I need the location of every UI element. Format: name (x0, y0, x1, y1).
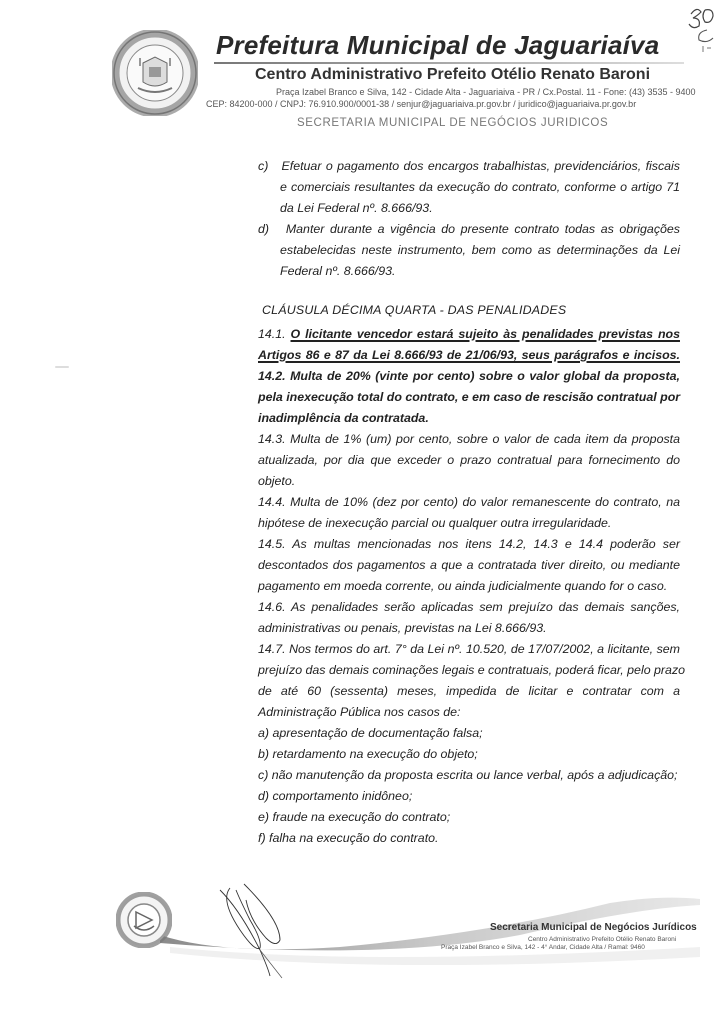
case-item: b) retardamento na execução do objeto; (258, 747, 478, 761)
case-item: e) fraude na execução do contrato; (258, 810, 451, 824)
item-14-5-line: 14.5. As multas mencionadas nos itens 14.2, 14.3 e 14.4 poderão ser (258, 537, 680, 551)
obligation-line: estabelecidas neste instrumento, bem como as determinações da Lei (280, 243, 680, 257)
scan-mark (55, 366, 69, 368)
address-line: Praça Izabel Branco e Silva, 142 - Cidade Alta - Jaguariaiva - PR / Cx.Postal. 11 - Fone: (43) 3535 - 9400 (276, 87, 696, 97)
signature-icon (210, 880, 290, 980)
obligation-d (258, 219, 680, 282)
municipality-title: Prefeitura Municipal de Jaguariaíva (216, 30, 660, 60)
department-name: SECRETARIA MUNICIPAL DE NEGÓCIOS JURIDICOS (297, 117, 609, 129)
item-14-2-line: inadimplência da contratada. (258, 411, 429, 425)
item-14-3-line: atualizada, por dia que exceder o prazo contratual para fornecimento do (258, 453, 680, 467)
handwritten-page-number-icon (685, 4, 719, 54)
obligation-text: Manter durante a vigência do presente contrato todas as obrigações (285, 222, 680, 236)
item-14-7-line: de até 60 (sessenta) meses, impedida de licitar e contratar com a (258, 684, 680, 698)
item-14-3-line: 14.3. Multa de 1% (um) por cento, sobre o valor de cada item da proposta (258, 432, 680, 446)
footer (0, 870, 725, 980)
item-14-7-line: Administração Pública nos casos de: (258, 705, 461, 719)
case-item: a) apresentação de documentação falsa; (258, 726, 483, 740)
administrative-center: Centro Administrativo Prefeito Otélio Renato Baroni (255, 66, 651, 83)
list-marker: c) (258, 159, 269, 173)
senjur-seal-icon (116, 892, 172, 948)
item-14-1-text: O licitante vencedor estará sujeito às penalidades previstas nos (290, 327, 680, 341)
item-14-4-line: 14.4. Multa de 10% (dez por cento) do valor remanescente do contrato, na (258, 495, 680, 509)
item-14-6-line: 14.6. As penalidades serão aplicadas sem prejuízo das demais sanções, (258, 600, 680, 614)
item-14-7-line: prejuízo das demais cominações legais e contratuais, poderá ficar, pelo prazo (258, 663, 686, 677)
case-item: f) falha na execução do contrato. (258, 831, 439, 845)
item-14-5-line: pagamento em moeda corrente, ou ainda judicialmente quando for o caso. (258, 579, 668, 593)
item-14-7-line: 14.7. Nos termos do art. 7° da Lei nº. 10.520, de 17/07/2002, a licitante, sem (258, 642, 680, 656)
footer-center: Centro Administrativo Prefeito Otélio Renato Baroni (528, 936, 677, 943)
item-14-5-line: descontados dos pagamentos a que a contratada tiver direito, ou mediante (258, 558, 680, 572)
obligation-line: e comerciais resultantes da execução do contrato, conforme o artigo 71 (280, 180, 680, 194)
footer-department: Secretaria Municipal de Negócios Jurídicos (490, 922, 697, 933)
item-14-4-line: hipótese de inexecução parcial ou qualquer outra irregularidade. (258, 516, 612, 530)
item-14-2-line: pela inexecução total do contrato, e em caso de rescisão contratual por (258, 390, 681, 404)
obligation-line: da Lei Federal nº. 8.666/93. (280, 201, 433, 215)
clause-heading: CLÁUSULA DÉCIMA QUARTA - DAS PENALIDADES (262, 303, 567, 317)
obligation-line (258, 219, 680, 240)
list-marker: d) (258, 222, 270, 236)
contact-line: CEP: 84200-000 / CNPJ: 76.910.900/0001-38 / senjur@jaguariaiva.pr.gov.br / juridico@jaguariaiva.pr.gov.br (206, 99, 637, 109)
title-rule (214, 62, 684, 64)
footer-address: Praça Izabel Branco e Silva, 142 - 4° Andar, Cidade Alta / Ramal: 9460 (441, 944, 645, 951)
municipal-seal-icon (112, 30, 198, 116)
clause-items (258, 324, 686, 849)
item-number: 14.1. (258, 327, 286, 341)
obligation-line (258, 156, 680, 177)
case-item: c) não manutenção da proposta escrita ou lance verbal, após a adjudicação; (258, 768, 678, 782)
item-14-2-line: 14.2. Multa de 20% (vinte por cento) sobre o valor global da proposta, (258, 369, 680, 383)
item-14-6-line: administrativas ou penais, previstas na Lei 8.666/93. (258, 621, 547, 635)
item-14-1-line (258, 324, 680, 345)
item-14-3-line: objeto. (258, 474, 296, 488)
case-item: d) comportamento inidôneo; (258, 789, 413, 803)
obligation-c (258, 156, 680, 219)
obligation-text: Efetuar o pagamento dos encargos trabalhistas, previdenciários, fiscais (281, 159, 681, 173)
item-14-1-line: Artigos 86 e 87 da Lei 8.666/93 de 21/06/93, seus parágrafos e incisos. (258, 348, 680, 362)
obligation-line: Federal nº. 8.666/93. (280, 264, 396, 278)
letterhead (0, 0, 725, 140)
